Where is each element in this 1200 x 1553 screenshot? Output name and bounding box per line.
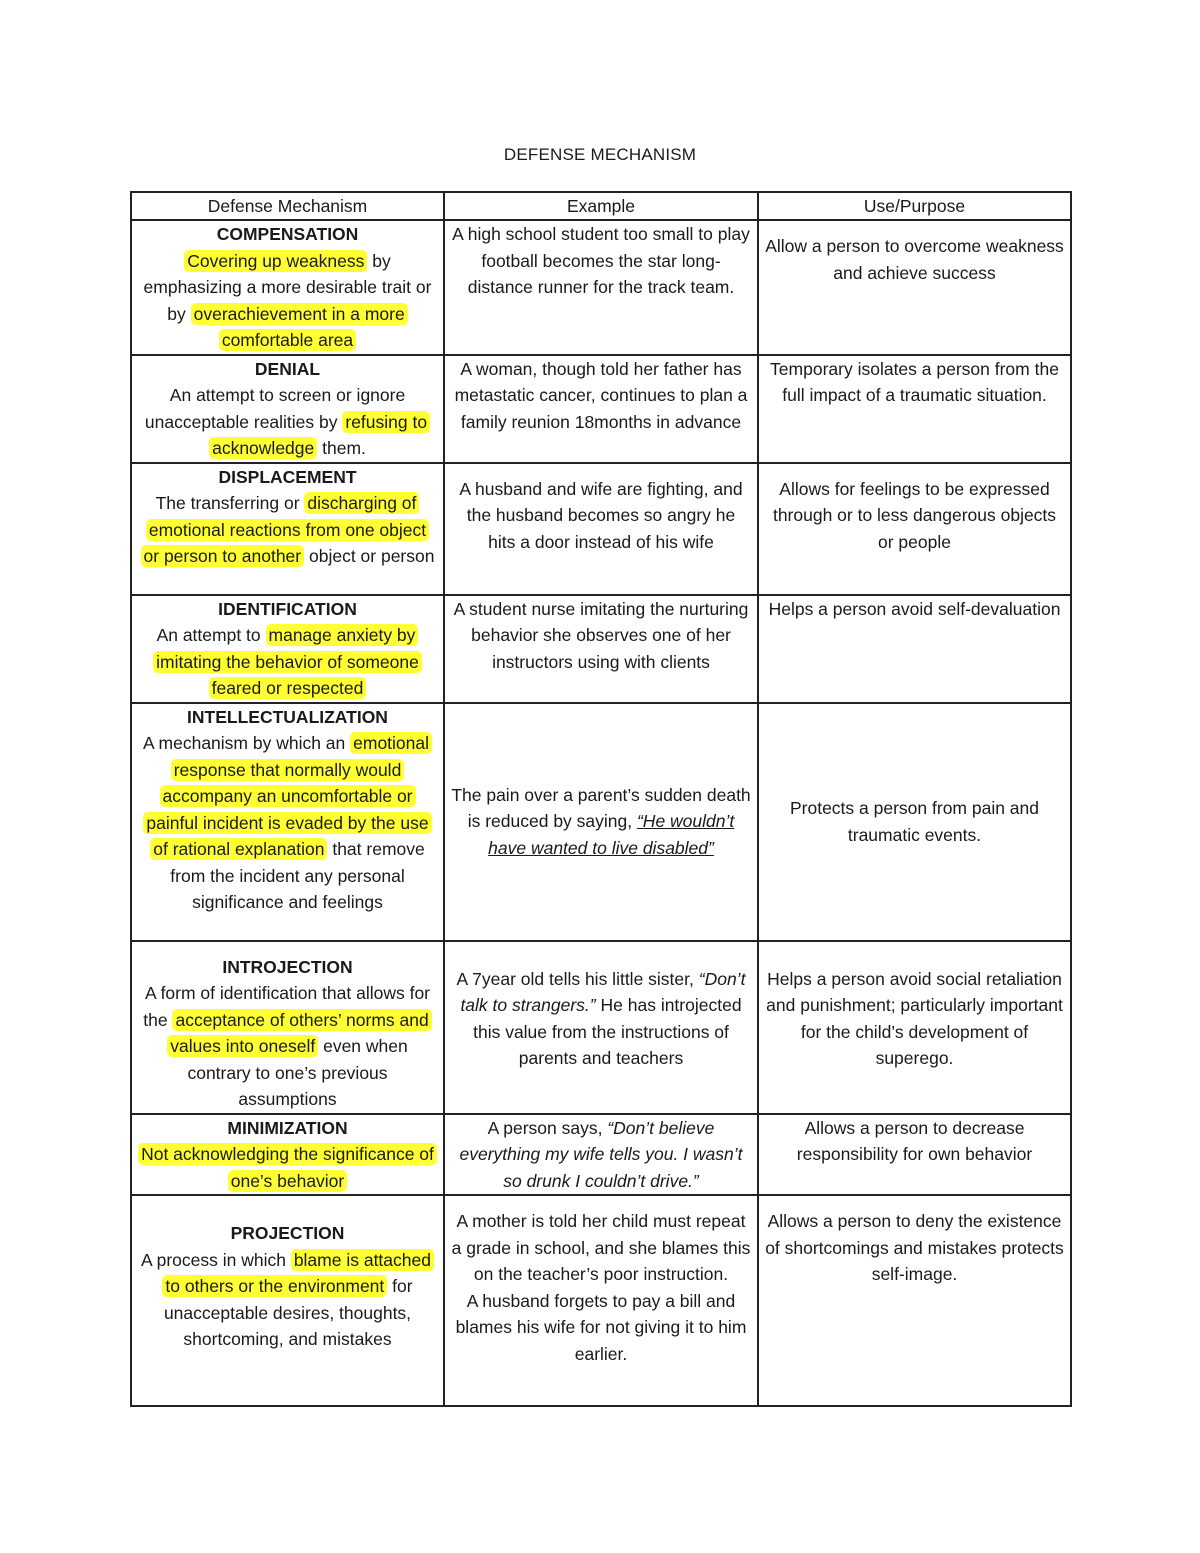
purpose-cell: Allows a person to deny the existence of shortcomings and mistakes protects self-image.: [758, 1195, 1071, 1406]
example-cell: [444, 703, 758, 941]
mechanism-definition: [144, 250, 432, 352]
text-segment: A mother is told her child must repeat a grade in school, and she blames this on the teacher’s poor instruction.: [451, 1211, 751, 1284]
mechanism-name: INTELLECTUALIZATION: [187, 706, 388, 727]
mechanism-name: PROJECTION: [230, 1223, 345, 1243]
highlighted-text: blame is attached to others or the environment: [162, 1249, 434, 1298]
text-segment: A husband and wife are fighting, and the husband becomes so angry he hits a door instead of his wife: [459, 478, 743, 552]
purpose-cell: Helps a person avoid social retaliation and punishment; particularly important for the child’s development of superego.: [758, 941, 1071, 1114]
table-header-row: [131, 192, 1071, 220]
purpose-cell: Helps a person avoid self-devaluation: [758, 595, 1071, 703]
text-segment: that remove from the incident any personal significance and feelings: [170, 839, 425, 912]
text-segment: for unacceptable desires, thoughts, shortcoming, and mistakes: [163, 1276, 413, 1349]
text-segment: An attempt to screen or ignore unacceptable realities by: [144, 385, 406, 432]
quoted-text: “Don’t believe everything my wife tells you. I wasn’t so drunk I couldn’t drive.”: [459, 1117, 743, 1191]
defense-mechanism-table: [130, 191, 1072, 1407]
mechanism-name: MINIMIZATION: [227, 1117, 348, 1138]
text-segment: A high school student too small to play football becomes the star long-distance runner for the track team.: [452, 224, 750, 297]
purpose-cell: Temporary isolates a person from the full impact of a traumatic situation.: [758, 355, 1071, 463]
column-header-example: Example: [444, 192, 758, 220]
text-segment: A process in which: [141, 1249, 291, 1270]
text-segment: An attempt to: [156, 625, 266, 645]
text-segment: even when contrary to one’s previous assumptions: [187, 1036, 408, 1109]
example-cell: [444, 463, 758, 595]
table-row: [131, 463, 1071, 595]
mechanism-cell: [131, 595, 444, 703]
example-cell: [444, 355, 758, 463]
table-row: [131, 703, 1071, 941]
mechanism-definition: [141, 1249, 434, 1350]
text-segment: A woman, though told her father has metastatic cancer, continues to plan a family reunion 18months in advance: [454, 358, 748, 432]
mechanism-name: DENIAL: [254, 358, 321, 379]
mechanism-name: IDENTIFICATION: [218, 598, 357, 619]
text-segment: The pain over a parent’s sudden death is reduced by saying,: [451, 784, 751, 832]
mechanism-cell: [131, 941, 444, 1114]
mechanism-definition: [143, 732, 432, 912]
example-cell: [444, 595, 758, 703]
table-row: [131, 355, 1071, 463]
purpose-cell: Protects a person from pain and traumatic events.: [758, 703, 1071, 941]
quoted-text: “He wouldn’t have wanted to live disabled”: [488, 811, 735, 858]
text-segment: by emphasizing a more desirable trait or by: [143, 250, 432, 324]
text-segment: A husband forgets to pay a bill and blames his wife for not giving it to him earlier.: [455, 1290, 747, 1364]
highlighted-text: manage anxiety by imitating the behavior of someone feared or respected: [153, 624, 422, 699]
highlighted-text: refusing to acknowledge: [209, 411, 430, 460]
text-segment: The transferring or: [155, 493, 305, 513]
highlighted-text: discharging of emotional reactions from one object or person to another: [141, 492, 430, 567]
mechanism-cell: [131, 703, 444, 941]
mechanism-name: INTROJECTION: [222, 956, 353, 977]
text-segment: He has introjected this value from the instructions of parents and teachers: [473, 995, 742, 1068]
mechanism-definition: [153, 624, 422, 699]
mechanism-cell: [131, 1195, 444, 1406]
purpose-cell: Allow a person to overcome weakness and achieve success: [758, 220, 1071, 355]
example-cell: [444, 1114, 758, 1196]
mechanism-cell: [131, 1114, 444, 1196]
quoted-text: “Don’t talk to strangers.”: [460, 968, 746, 1015]
text-segment: A mechanism by which an: [142, 733, 351, 753]
mechanism-cell: [131, 355, 444, 463]
mechanism-cell: [131, 220, 444, 355]
purpose-cell: Allows a person to decrease responsibility for own behavior: [758, 1114, 1071, 1196]
mechanism-definition: [141, 492, 435, 567]
table-row: [131, 595, 1071, 703]
mechanism-name: DISPLACEMENT: [218, 466, 357, 487]
example-cell: [444, 220, 758, 355]
highlighted-text: overachievement in a more comfortable area: [191, 303, 408, 352]
mechanism-definition: [143, 983, 431, 1109]
column-header-purpose: Use/Purpose: [758, 192, 1071, 220]
highlighted-text: Covering up weakness: [184, 250, 367, 272]
text-segment: them.: [317, 438, 366, 458]
highlighted-text: Not acknowledging the significance of one’s behavior: [138, 1143, 437, 1192]
example-cell: [444, 1195, 758, 1406]
mechanism-name: COMPENSATION: [216, 224, 359, 244]
text-segment: A person says,: [487, 1117, 608, 1138]
mechanism-definition: [145, 385, 430, 459]
purpose-cell: Allows for feelings to be expressed through or to less dangerous objects or people: [758, 463, 1071, 595]
table-row: [131, 220, 1071, 355]
text-segment: A 7year old tells his little sister,: [456, 968, 699, 989]
mechanism-definition: [138, 1143, 437, 1192]
highlighted-text: acceptance of others’ norms and values into oneself: [167, 1009, 431, 1058]
table-row: [131, 1195, 1071, 1406]
example-cell: [444, 941, 758, 1114]
highlighted-text: emotional response that normally would accompany an uncomfortable or painful incident is evaded by the use of rational explanation: [143, 732, 432, 860]
table-row: [131, 941, 1071, 1114]
document-title: DEFENSE MECHANISM: [503, 145, 697, 164]
table-row: [131, 1114, 1071, 1196]
text-segment: A student nurse imitating the nurturing behavior she observes one of her instructors using with clients: [453, 598, 749, 672]
text-segment: object or person: [304, 546, 435, 566]
column-header-mechanism: Defense Mechanism: [131, 192, 444, 220]
mechanism-cell: [131, 463, 444, 595]
text-segment: A form of identification that allows for the: [143, 983, 430, 1030]
